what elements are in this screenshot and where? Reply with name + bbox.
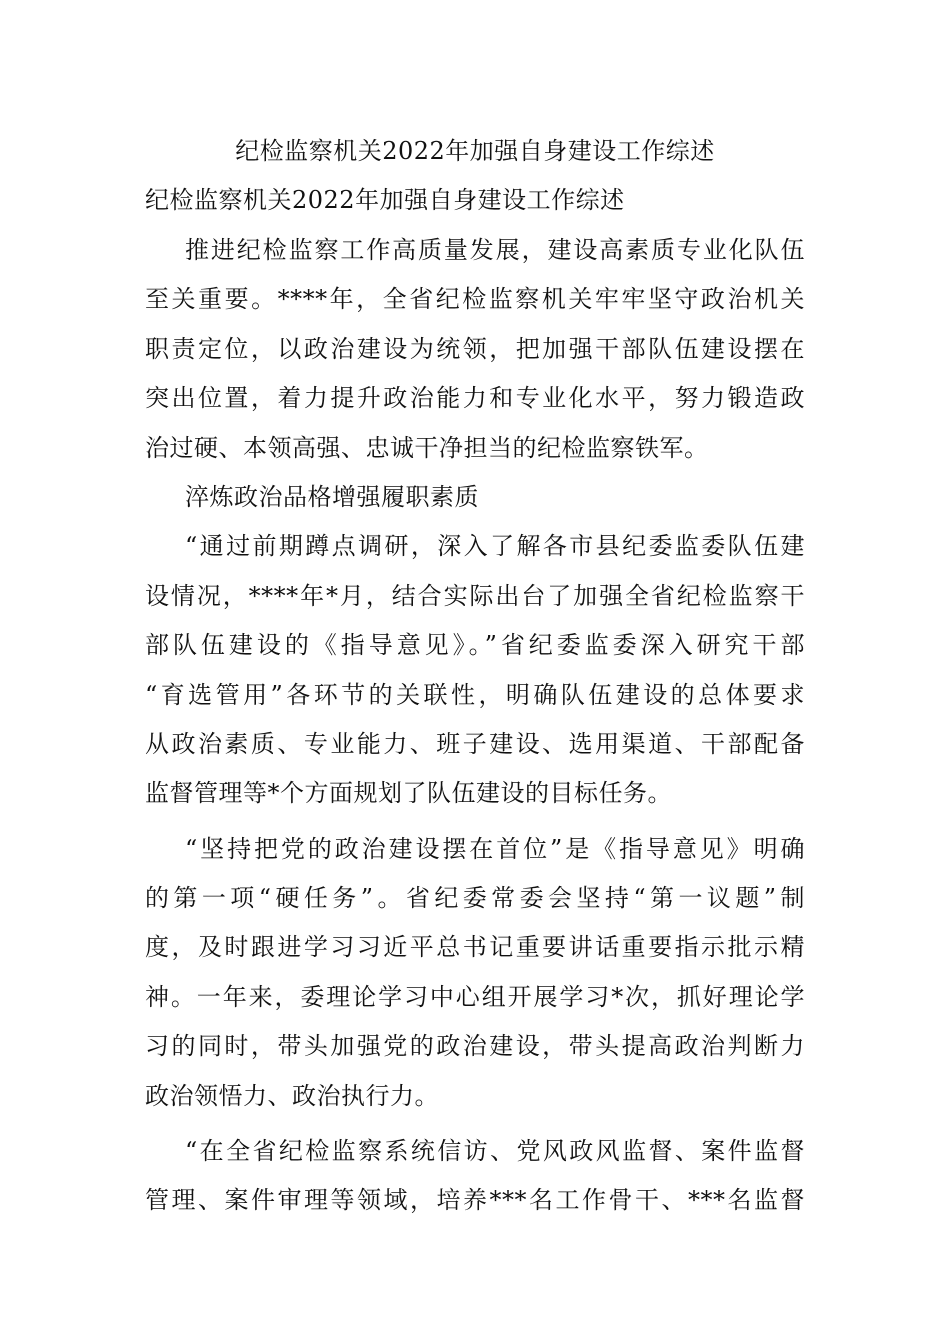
text-line: 推进纪检监察工作高质量发展，建设高素质专业化队伍: [185, 236, 805, 264]
section-heading: [145, 473, 805, 522]
text-line: 至关重要。****年，全省纪检监察机关牢牢坚守政治机关: [145, 285, 805, 314]
paragraph: [145, 522, 805, 818]
text-line: 习的同时，带头加强党的政治建设，带头提高政治判断力: [145, 1032, 805, 1061]
text-line: 职责定位，以政治建设为统领，把加强干部队伍建设摆在: [145, 334, 805, 363]
paragraph: [145, 226, 805, 473]
text-line: 治过硬、本领高强、忠诚干净担当的纪检监察铁军。: [145, 433, 709, 462]
document-subtitle: 纪检监察机关2022年加强自身建设工作综述: [145, 186, 625, 214]
text-line: 政治领悟力、政治执行力。: [145, 1081, 439, 1110]
text-line: “通过前期蹲点调研，深入了解各市县纪委监委队伍建: [185, 532, 805, 561]
text-line: 神。一年来，委理论学习中心组开展学习*次，抓好理论学: [145, 982, 805, 1011]
text-line: 从政治素质、专业能力、班子建设、选用渠道、干部配备: [145, 729, 805, 758]
text-line: 管理、案件审理等领域，培养***名工作骨干、***名监督: [145, 1186, 805, 1215]
text-line: “坚持把党的政治建设摆在首位”是《指导意见》明确: [185, 834, 805, 863]
text-line: 的第一项“硬任务”。省纪委常委会坚持“第一议题”制: [145, 884, 805, 913]
text-line: 部队伍建设的《指导意见》。”省纪委监委深入研究干部: [145, 631, 805, 660]
text-line: 度，及时跟进学习习近平总书记重要讲话重要指示批示精: [145, 933, 805, 962]
document-title: 纪检监察机关2022年加强自身建设工作综述: [235, 137, 715, 165]
text-line: 设情况，****年*月，结合实际出台了加强全省纪检监察干: [145, 581, 805, 610]
paragraph: [145, 825, 805, 1121]
paragraph: [145, 1127, 805, 1226]
text-line: “在全省纪检监察系统信访、党风政风监督、案件监督: [185, 1137, 805, 1166]
text-line: 突出位置，着力提升政治能力和专业化水平，努力锻造政: [145, 384, 805, 413]
text-line: “育选管用”各环节的关联性，明确队伍建设的总体要求: [145, 680, 805, 709]
text-line: 监督管理等*个方面规划了队伍建设的目标任务。: [145, 779, 672, 808]
text-line: 淬炼政治品格增强履职素质: [185, 482, 479, 511]
document-body: [145, 226, 805, 1226]
